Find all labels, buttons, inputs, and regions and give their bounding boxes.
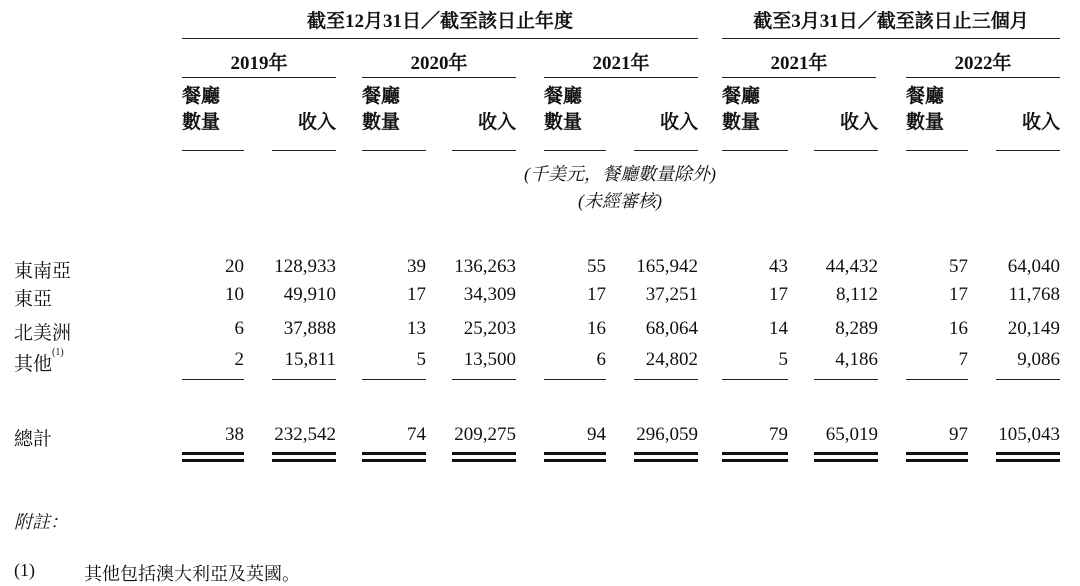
subtotal-rule	[906, 379, 968, 380]
total-double-rule	[906, 452, 968, 462]
total-count: 38	[225, 424, 244, 445]
row-label-east-asia: 東亞	[14, 289, 53, 310]
cell-count: 14	[769, 318, 788, 339]
year-rule-2021-q	[722, 77, 876, 78]
col-header-count-4	[906, 84, 944, 136]
col-header-count-0	[182, 84, 220, 136]
year-header-2021: 2021年	[592, 53, 650, 74]
cell-count: 13	[407, 318, 426, 339]
unit-note: (千美元，餐廳數量除外)	[524, 164, 716, 184]
cell-revenue: 64,040	[1007, 256, 1060, 277]
cell-revenue: 9,086	[1017, 349, 1060, 370]
row-label-north-america: 北美洲	[14, 323, 72, 344]
subtotal-rule	[272, 379, 336, 380]
total-revenue: 296,059	[636, 424, 698, 445]
subtotal-rule	[996, 379, 1060, 380]
group-header-quarter-rule	[722, 38, 1060, 39]
cell-revenue: 11,768	[1008, 284, 1060, 305]
row-label-total: 總計	[14, 429, 53, 450]
total-double-rule	[634, 452, 698, 462]
col-header-count-rule	[182, 150, 244, 151]
row-label-southeast-asia: 東南亞	[14, 261, 72, 282]
cell-count: 2	[234, 349, 244, 370]
footnote-heading: 附註：	[14, 512, 68, 532]
col-header-count-3	[722, 84, 760, 136]
col-header-count-line2: 數量	[182, 112, 221, 133]
col-header-count-2	[544, 84, 582, 136]
year-header-2022: 2022年	[954, 53, 1012, 74]
year-rule-2021	[544, 77, 698, 78]
total-double-rule	[996, 452, 1060, 462]
footnote-text: 其他包括澳大利亞及英國。	[84, 564, 300, 584]
audit-note: (未經審核)	[578, 191, 662, 211]
col-header-count-line2: 數量	[722, 112, 761, 133]
total-count: 94	[587, 424, 606, 445]
subtotal-rule	[362, 379, 426, 380]
total-count: 79	[769, 424, 788, 445]
cell-count: 16	[587, 318, 606, 339]
year-rule-2022	[906, 77, 1060, 78]
col-header-revenue-rule	[814, 150, 878, 151]
total-double-rule	[362, 452, 426, 462]
year-header-2021-q: 2021年	[770, 53, 828, 74]
col-header-count-line1: 餐廳	[544, 86, 583, 107]
total-double-rule	[182, 452, 244, 462]
total-double-rule	[272, 452, 336, 462]
col-header-count-line1: 餐廳	[362, 86, 401, 107]
subtotal-rule	[722, 379, 788, 380]
col-header-count-line1: 餐廳	[722, 86, 761, 107]
total-revenue: 209,275	[454, 424, 516, 445]
cell-count: 7	[958, 349, 968, 370]
total-double-rule	[544, 452, 606, 462]
cell-revenue: 20,149	[1007, 318, 1060, 339]
subtotal-rule	[452, 379, 516, 380]
group-header-quarter: 截至3月31日／截至該日止三個月	[753, 11, 1029, 32]
cell-count: 5	[416, 349, 426, 370]
cell-count: 17	[587, 284, 606, 305]
cell-count: 17	[769, 284, 788, 305]
year-header-2019: 2019年	[230, 53, 288, 74]
cell-count: 57	[949, 256, 968, 277]
year-rule-2019	[182, 77, 336, 78]
total-revenue: 105,043	[998, 424, 1060, 445]
cell-revenue: 165,942	[636, 256, 698, 277]
total-count: 74	[407, 424, 426, 445]
row-label-others: 其他$^{(1)}$	[14, 347, 64, 375]
cell-count: 43	[769, 256, 788, 277]
total-double-rule	[452, 452, 516, 462]
cell-count: 10	[225, 284, 244, 305]
total-double-rule	[722, 452, 788, 462]
footnote-number: (1)	[14, 560, 35, 580]
subtotal-rule	[814, 379, 878, 380]
col-header-count-1	[362, 84, 400, 136]
cell-revenue: 13,500	[463, 349, 516, 370]
cell-count: 17	[949, 284, 968, 305]
col-header-revenue-rule	[996, 150, 1060, 151]
total-double-rule	[814, 452, 878, 462]
col-header-revenue-3: 收入	[839, 112, 878, 133]
footnote-ref: (1)	[52, 347, 64, 358]
col-header-count-rule	[544, 150, 606, 151]
col-header-count-line2: 數量	[544, 112, 583, 133]
col-header-revenue-4: 收入	[1021, 112, 1060, 133]
cell-revenue: 44,432	[825, 256, 878, 277]
cell-count: 39	[407, 256, 426, 277]
group-header-year-rule	[182, 38, 698, 39]
cell-revenue: 49,910	[283, 284, 336, 305]
cell-revenue: 24,802	[645, 349, 698, 370]
col-header-count-rule	[906, 150, 968, 151]
cell-revenue: 8,289	[835, 318, 878, 339]
subtotal-rule	[544, 379, 606, 380]
col-header-revenue-1: 收入	[477, 112, 516, 133]
col-header-revenue-rule	[452, 150, 516, 151]
cell-revenue: 8,112	[835, 284, 878, 305]
cell-count: 55	[587, 256, 606, 277]
cell-revenue: 37,888	[283, 318, 336, 339]
col-header-revenue-2: 收入	[659, 112, 698, 133]
subtotal-rule	[634, 379, 698, 380]
cell-count: 16	[949, 318, 968, 339]
subtotal-rule	[182, 379, 244, 380]
cell-count: 20	[225, 256, 244, 277]
cell-count: 5	[778, 349, 788, 370]
cell-count: 6	[234, 318, 244, 339]
year-rule-2020	[362, 77, 516, 78]
col-header-count-line2: 數量	[906, 112, 945, 133]
cell-revenue: 25,203	[463, 318, 516, 339]
total-count: 97	[949, 424, 968, 445]
cell-revenue: 4,186	[835, 349, 878, 370]
cell-revenue: 34,309	[463, 284, 516, 305]
col-header-count-line1: 餐廳	[182, 86, 221, 107]
total-revenue: 65,019	[825, 424, 878, 445]
col-header-revenue-0: 收入	[297, 112, 336, 133]
col-header-count-line2: 數量	[362, 112, 401, 133]
cell-count: 17	[407, 284, 426, 305]
cell-revenue: 136,263	[454, 256, 516, 277]
cell-revenue: 37,251	[645, 284, 698, 305]
col-header-revenue-rule	[272, 150, 336, 151]
cell-revenue: 68,064	[645, 318, 698, 339]
cell-revenue: 128,933	[274, 256, 336, 277]
cell-count: 6	[596, 349, 606, 370]
col-header-count-rule	[362, 150, 426, 151]
col-header-revenue-rule	[634, 150, 698, 151]
year-header-2020: 2020年	[410, 53, 468, 74]
total-revenue: 232,542	[274, 424, 336, 445]
cell-revenue: 15,811	[284, 349, 336, 370]
col-header-count-rule	[722, 150, 788, 151]
group-header-year: 截至12月31日／截至該日止年度	[306, 11, 573, 32]
col-header-count-line1: 餐廳	[906, 86, 945, 107]
